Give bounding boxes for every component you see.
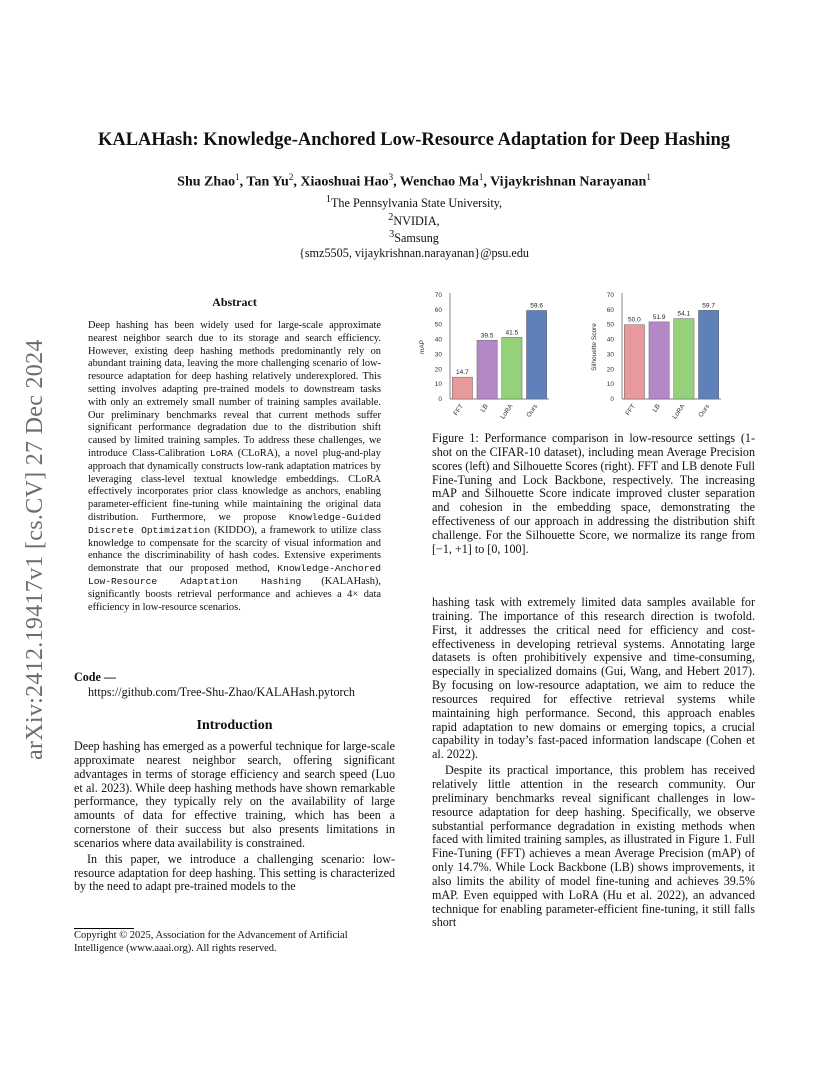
author-affiliation-mark: 1	[478, 172, 484, 182]
bar-lb	[477, 340, 497, 399]
y-tick-label: 10	[434, 381, 442, 389]
code-link[interactable]: https://github.com/Tree-Shu-Zhao/KALAHash.pytorch	[88, 685, 355, 699]
author-name: Tan Yu	[246, 174, 289, 190]
silhouette-bar-chart	[591, 292, 721, 420]
bar-lora	[502, 337, 522, 399]
y-tick-label: 10	[606, 381, 614, 389]
y-tick-label: 0	[610, 396, 614, 403]
paragraph: In this paper, we introduce a challenging scenario: low-resource adaptation for deep hashing. This setting is characterized by the need to adapt pre-trained models to the	[74, 851, 395, 894]
y-tick-label: 20	[434, 366, 442, 374]
introduction-heading: Introduction	[196, 718, 273, 733]
map-bar-chart	[419, 292, 549, 420]
abstract-body: Deep hashing has been widely used for large-scale approximate nearest neighbor search due to its storage and search efficiency. However, existing deep hashing methods predominantly rely on abundant training data, leaving the more challenging scenario of low-resource adaptation for deep hashing relatively underexplored. This setting involves adapting pre-trained models to downstream tasks with only an extremely small number of training samples available. Our preliminary benchmarks reveal that current methods suffer significant performance degradation due to the distribution shift caused by limited training samples. To address these challenges, we introduce Class-Calibration LoRA (CLoRA), a novel plug-and-play approach that dynamically constructs low-rank adaptation matrices by leveraging class-level textual knowledge embeddings. CLoRA effectively incorporates prior class knowledge as anchors, enabling parameter-efficient fine-tuning while maintaining the original data distribution. Furthermore, we propose Knowledge-Guided Discrete Optimization (KIDDO), a framework to utilize class knowledge to compensate for the scarcity of visual information and enhance the discriminability of hash codes. Extensive experiments demonstrate that our proposed method, Knowledge-Anchored Low-Resource Adaptation Hashing (KALAHash), significantly boosts retrieval performance and achieves a 4× data efficiency in low-resource scenarios.	[88, 320, 381, 613]
author-emails: {smz5505, vijaykrishnan.narayanan}@psu.edu	[298, 245, 530, 260]
x-tick-label: LoRA	[671, 403, 687, 421]
x-tick-label: Ours	[697, 403, 712, 419]
paragraph: Deep hashing has emerged as a powerful technique for large-scale approximate nearest neighbor search, offering significant advantages in terms of storage efficiency and search speed (Luo et al. 2023). While deep hashing methods have shown remarkable performance, they typically rely on the availability of large amounts of data for effective training, which has been a cornerstone of their success but also presents limitations in scenarios where data availability is constrained.	[74, 739, 395, 850]
paper-title: KALAHash: Knowledge-Anchored Low-Resource Adaptation for Deep Hashing	[97, 130, 731, 150]
bar-value-label: 59.6	[530, 302, 543, 310]
bar-value-label: 41.5	[505, 329, 519, 337]
y-tick-label: 70	[434, 292, 442, 299]
bar-ours	[526, 310, 546, 399]
bar-value-label: 51.9	[652, 313, 666, 321]
figure-1	[416, 285, 756, 425]
y-tick-label: 20	[606, 366, 614, 374]
figure-caption: Figure 1: Performance comparison in low-resource settings (1-shot on the CIFAR-10 dataset), including mean Average Precision scores (left) and Silhouette Scores (right). FFT and LB denote Full Fine-Tuning and Lock Backbone, respectively. The increasing mAP and Silhouette Score indicate improved cluster separation and cohesion in the embedding space, demonstrating the effectiveness of our approach in addressing the distribution shift challenge. For the Silhouette Score, we normalize its range from [−1, +1] to [0, 100].	[432, 431, 755, 556]
bar-lora	[674, 319, 694, 399]
author-affiliation-mark: 3	[388, 172, 394, 182]
bar-lb	[649, 322, 669, 399]
x-tick-label: LB	[651, 403, 662, 414]
y-axis-label: mAP	[419, 339, 426, 355]
author-name: Xiaoshuai Hao	[300, 174, 389, 190]
bar-value-label: 14.7	[456, 369, 469, 377]
bar-value-label: 50.0	[628, 316, 641, 324]
code-label: Code —	[74, 670, 116, 684]
author-affiliation-mark: 1	[646, 172, 651, 182]
x-tick-label: FFT	[452, 403, 466, 417]
x-tick-label: Ours	[525, 403, 540, 419]
bar-fft	[452, 377, 472, 399]
y-axis-label: Silhouette Score	[591, 323, 598, 371]
affiliations	[0, 193, 828, 260]
y-tick-label: 50	[434, 321, 442, 329]
affiliation-1: $^1$The Pennsylvania State University,	[325, 194, 503, 211]
affiliation-2: $^2$NVIDIA,	[388, 211, 440, 228]
author-name: Wenchao Ma	[399, 174, 479, 190]
y-tick-label: 30	[606, 351, 614, 359]
bar-value-label: 39.5	[480, 332, 494, 340]
x-tick-label: LB	[479, 403, 490, 414]
paragraph: Despite its practical importance, this problem has received relatively little attention in the research community. Our preliminary benchmarks reveal significant challenges in low-resource adaptation for deep hashing. Specifically, we observe substantial performance degradation in existing methods when faced with limited training samples, as illustrated in Figure 1. Full Fine-Tuning (FFT) achieves a mean Average Precision (mAP) of only 14.7%. While Lock Backbone (LB) shows improvements, it also limits the ability of model fine-tuning and achieves 39.5% mAP. Even equipped with LoRA (Hu et al. 2022), an advanced technique for enabling parameter-efficient fine-tuning, it still falls short	[432, 763, 755, 930]
y-tick-label: 0	[438, 396, 442, 403]
y-tick-label: 40	[606, 336, 614, 344]
x-tick-label: FFT	[624, 403, 638, 417]
author-affiliation-mark: 1	[235, 172, 240, 182]
bar-fft	[624, 325, 644, 399]
y-tick-label: 50	[606, 321, 614, 329]
copyright-footnote: Copyright © 2025, Association for the Advancement of Artificial Intelligence (www.aaai.org). All rights reserved.	[74, 930, 348, 954]
author-name: Shu Zhao	[177, 174, 236, 190]
affiliation-3: $^3$Samsung	[389, 229, 439, 246]
abstract-heading: Abstract	[212, 295, 257, 309]
y-tick-label: 60	[434, 306, 442, 314]
y-tick-label: 30	[434, 351, 442, 359]
author-name: Vijaykrishnan Narayanan	[490, 174, 647, 190]
x-tick-label: LoRA	[499, 403, 515, 421]
paragraph: hashing task with extremely limited data samples available for training. The importance of this research direction is twofold. First, it addresses the critical need for efficiency and cost-effectiveness in developing retrieval systems. Annotating large datasets is often prohibitively expensive and time-consuming, especially in specialized domains (Gui, Wang, and Hebert 2017). By focusing on low-resource adaptation, we aim to reduce the resources required for effective retrieval systems while maintaining high performance. Second, this approach enables rapid adaptation to new domains or emerging topics, a crucial capability in today’s fast-paced information landscape (Cohen et al. 2022).	[432, 595, 755, 762]
footnote-rule	[74, 928, 134, 929]
author-list: Shu Zhao$^1$, Tan Yu$^2$, Xiaoshuai Hao$^3$, Wenchao Ma$^1$, Vijaykrishnan Narayanan$^1$	[177, 172, 651, 190]
bar-value-label: 54.1	[677, 310, 691, 318]
y-tick-label: 70	[606, 292, 614, 299]
bar-value-label: 59.7	[702, 302, 715, 310]
bar-ours	[698, 310, 718, 399]
introduction-body	[74, 740, 395, 894]
y-tick-label: 60	[606, 306, 614, 314]
right-column-body	[432, 596, 755, 930]
y-tick-label: 40	[434, 336, 442, 344]
author-affiliation-mark: 2	[288, 172, 294, 182]
arxiv-identifier: arXiv:2412.19417v1 [cs.CV] 27 Dec 2024	[22, 339, 48, 760]
